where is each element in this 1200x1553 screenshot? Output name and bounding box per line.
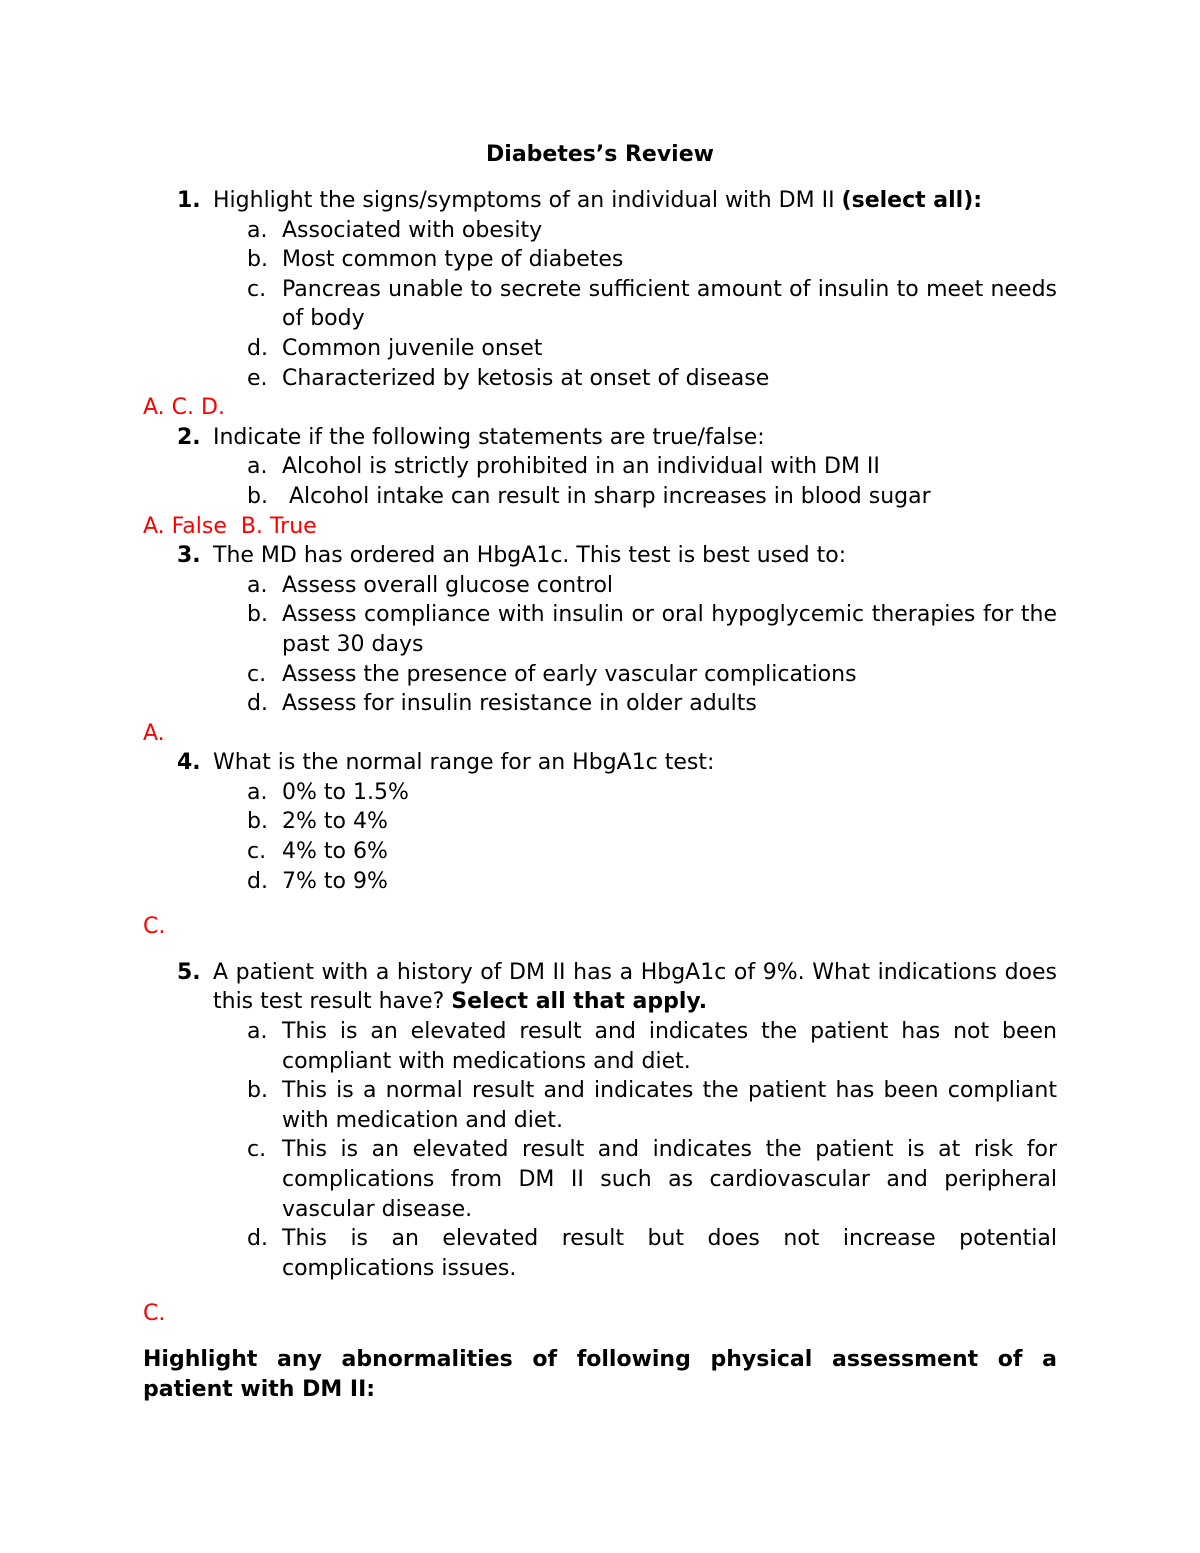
option-letter: d. xyxy=(247,691,268,717)
option-text: Associated with obesity xyxy=(282,217,543,243)
option-text: Assess overall glucose control xyxy=(282,572,614,598)
option-item xyxy=(143,778,1057,808)
option-letter: a. xyxy=(247,572,268,598)
question-number: 2. xyxy=(177,424,201,450)
option-item xyxy=(143,689,1057,719)
option-item xyxy=(143,1224,1057,1283)
option-item xyxy=(143,1076,1057,1135)
option-text: This is a normal result and indicates the patient has been compliant with medication and diet. xyxy=(282,1078,1057,1133)
option-item xyxy=(143,867,1057,897)
options-2 xyxy=(143,452,1057,511)
question-text: Highlight the signs/symptoms of an individual with DM II xyxy=(213,188,842,213)
option-text: Assess for insulin resistance in older adults xyxy=(282,691,757,717)
option-letter: c. xyxy=(247,839,267,865)
option-item xyxy=(143,807,1057,837)
option-letter: b. xyxy=(247,247,268,273)
option-letter: c. xyxy=(247,276,267,302)
question-number: 4. xyxy=(177,750,201,776)
option-text: 4% to 6% xyxy=(282,839,388,865)
answer-5: C. xyxy=(143,1301,166,1327)
option-item xyxy=(143,482,1057,512)
option-text: This is an elevated result but does not increase potential complications issues. xyxy=(282,1226,1057,1281)
option-letter: d. xyxy=(247,1226,268,1252)
option-text: Assess the presence of early vascular complications xyxy=(282,661,857,687)
option-text: 2% to 4% xyxy=(282,809,388,835)
section-heading: Highlight any abnormalities of following physical assessment of a patient with DM II: xyxy=(143,1346,1057,1402)
answer-1: A. C. D. xyxy=(143,395,225,421)
option-item xyxy=(143,334,1057,364)
option-item xyxy=(143,216,1057,246)
question-number: 1. xyxy=(177,188,201,213)
option-text: This is an elevated result and indicates the patient has not been compliant with medications and diet. xyxy=(282,1019,1057,1074)
options-4 xyxy=(143,778,1057,896)
answer-4: C. xyxy=(143,914,166,940)
question-text: A patient with a history of DM II has a HbgA1c of 9%. What indications does this test result have? xyxy=(213,959,1057,1015)
option-item xyxy=(143,364,1057,394)
question-5 xyxy=(143,958,1057,1017)
option-letter: a. xyxy=(247,217,268,243)
option-text: Most common type of diabetes xyxy=(282,247,624,273)
answer-3: A. xyxy=(143,720,165,746)
option-item xyxy=(143,1135,1057,1224)
option-text: Alcohol intake can result in sharp increases in blood sugar xyxy=(282,483,931,509)
question-2 xyxy=(143,423,1057,453)
question-text: What is the normal range for an HbgA1c test: xyxy=(213,750,715,776)
option-item xyxy=(143,600,1057,659)
option-item xyxy=(143,571,1057,601)
option-letter: a. xyxy=(247,1019,268,1045)
option-letter: b. xyxy=(247,483,268,509)
question-instruction: (select all): xyxy=(841,188,983,213)
option-letter: a. xyxy=(247,779,268,805)
option-text: Alcohol is strictly prohibited in an individual with DM II xyxy=(282,454,880,480)
option-letter: d. xyxy=(247,868,268,894)
question-instruction: Select all that apply. xyxy=(451,989,708,1015)
option-item xyxy=(143,660,1057,690)
question-1 xyxy=(143,186,1057,216)
option-text: 0% to 1.5% xyxy=(282,779,409,805)
spacer xyxy=(143,942,1057,958)
options-5 xyxy=(143,1017,1057,1283)
option-letter: e. xyxy=(247,365,268,391)
options-3 xyxy=(143,571,1057,719)
spacer xyxy=(143,1283,1057,1299)
question-number: 3. xyxy=(177,543,201,569)
option-letter: b. xyxy=(247,1078,268,1104)
spacer xyxy=(143,896,1057,912)
question-4 xyxy=(143,748,1057,778)
option-text: Pancreas unable to secrete sufficient amount of insulin to meet needs of body xyxy=(282,276,1057,332)
option-text: Assess compliance with insulin or oral hypoglycemic therapies for the past 30 days xyxy=(282,602,1057,657)
option-letter: a. xyxy=(247,454,268,480)
option-item xyxy=(143,275,1057,334)
option-text: This is an elevated result and indicates the patient is at risk for complications from DM II such as cardiovascular and peripheral vascular disease. xyxy=(282,1137,1057,1222)
option-item xyxy=(143,245,1057,275)
question-number: 5. xyxy=(177,959,201,985)
option-letter: b. xyxy=(247,602,268,628)
option-letter: c. xyxy=(247,1137,267,1163)
option-letter: d. xyxy=(247,335,268,361)
question-text: Indicate if the following statements are true/false: xyxy=(213,424,765,450)
page-title: Diabetes’s Review xyxy=(486,142,714,167)
question-text: The MD has ordered an HbgA1c. This test is best used to: xyxy=(213,543,847,569)
question-3 xyxy=(143,541,1057,571)
option-text: Common juvenile onset xyxy=(282,335,543,361)
option-letter: c. xyxy=(247,661,267,687)
option-item xyxy=(143,1017,1057,1076)
option-item xyxy=(143,837,1057,867)
answer-2: A. False B. True xyxy=(143,513,317,539)
option-text: Characterized by ketosis at onset of disease xyxy=(282,365,770,391)
option-item xyxy=(143,452,1057,482)
options-1 xyxy=(143,216,1057,394)
option-letter: b. xyxy=(247,809,268,835)
option-text: 7% to 9% xyxy=(282,868,388,894)
document-body xyxy=(143,186,1057,1404)
